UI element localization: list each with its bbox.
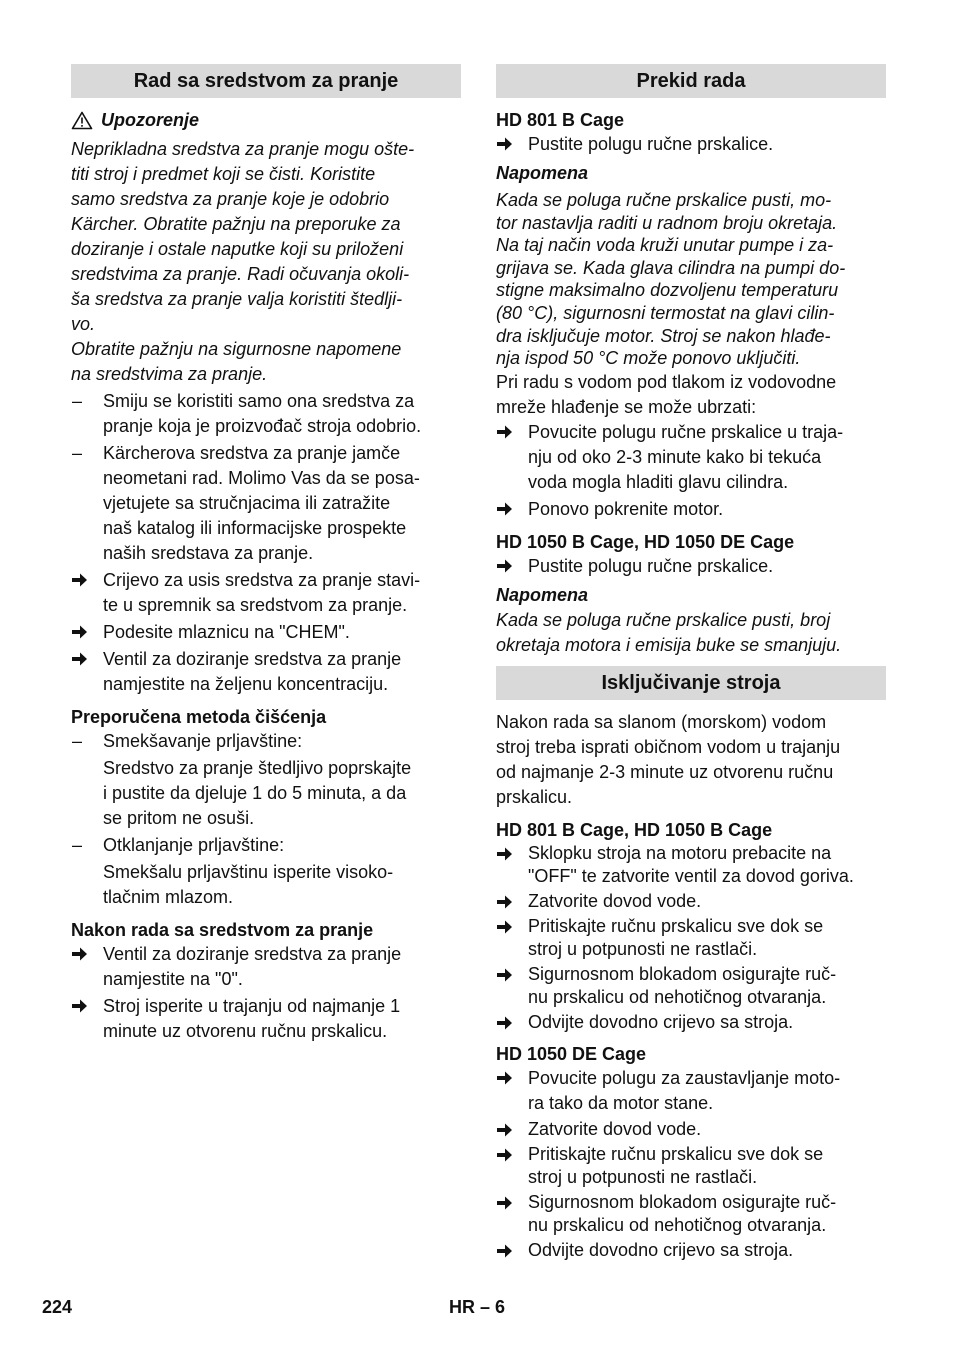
section-heading-washing-agent: Rad sa sredstvom za pranje (71, 64, 461, 98)
warning-text-2: Obratite pažnju na sigurnosne napomene na sredstvima za pranje. (71, 339, 402, 384)
note-label: Napomena (496, 584, 589, 605)
dash-marker: – (72, 443, 83, 463)
dash-marker: – (72, 391, 83, 411)
paragraph: Pri radu s vodom pod tlakom iz vodovodne mreže hlađenje se može ubrzati: (496, 371, 837, 417)
note-text: Kada se poluga ručne prskalice pusti, broj okretaja motora i emisija buke se smanjuju. (496, 609, 842, 655)
list-item: Ventil za doziranje sredstva za pranje namjestite na "0". (71, 942, 461, 992)
list-item: Zatvorite dovod vode. (496, 890, 886, 913)
arrow-right-icon (71, 942, 103, 962)
list-item: Podesite mlaznicu na "CHEM". (71, 620, 461, 645)
list-item: – Smiju se koristiti samo ona sredstva za pranje koja je proizvođač stroja odobrio. (72, 391, 422, 436)
list-item: Povucite polugu za zaustavljanje moto- ra tako da motor stane. (496, 1066, 886, 1116)
page-number: 224 (42, 1297, 73, 1317)
arrow-right-icon (71, 647, 103, 667)
list-item: Povucite polugu ručne prskalice u traja- nju od oko 2-3 minute kako bi tekuća voda mogla hladiti glavu cilindra. (496, 420, 886, 495)
warning-header (71, 108, 461, 133)
list-item: – Kärcherova sredstva za pranje jamče neometani rad. Molimo Vas da se posa- vjetujete sa stručnjacima ili zatražite naš katalog ili informacijske prospekte naših sredstava za pranje. (72, 443, 420, 563)
arrow-right-icon (496, 420, 528, 440)
subheading-hd1050: HD 1050 B Cage, HD 1050 DE Cage (496, 531, 795, 552)
paragraph: Nakon rada sa slanom (morskom) vodom stroj treba isprati običnom vodom u trajanju od najmanje 2-3 minute uz otvorenu ručnu prskalicu. (496, 711, 841, 807)
arrow-right-icon (496, 842, 528, 862)
warning-label: Upozorenje (101, 110, 200, 130)
subheading-hd1050de: HD 1050 DE Cage (496, 1043, 647, 1064)
list-item: Ventil za doziranje sredstva za pranje namjestite na željenu koncentraciju. (71, 647, 461, 697)
arrow-right-icon (496, 915, 528, 935)
list-item: Ponovo pokrenite motor. (496, 497, 886, 522)
list-item: Crijevo za usis sredstva za pranje stavi- te u spremnik sa sredstvom za pranje. (71, 568, 461, 618)
after-title: Nakon rada sa sredstvom za pranje (71, 920, 374, 940)
arrow-right-icon (496, 1011, 528, 1031)
list-item: Pustite polugu ručne prskalice. (496, 554, 886, 579)
arrow-right-icon (496, 132, 528, 152)
warning-triangle-icon (71, 111, 93, 130)
list-item: – Smekšavanje prljavštine: (71, 729, 461, 754)
method-text-2: Smekšalu prljavštinu isperite visoko- tlačnim mlazom. (103, 862, 394, 907)
list-item: Sklopku stroja na motoru prebacite na "OFF" te zatvorite ventil za dovod goriva. (496, 842, 886, 888)
list-item: Sigurnosnom blokadom osigurajte ruč- nu prskalicu od nehotičnog otvaranja. (496, 1191, 886, 1237)
list-item: Odvijte dovodno crijevo sa stroja. (496, 1239, 886, 1262)
list-item: – Otklanjanje prljavštine: (71, 833, 461, 858)
subheading-hd801-hd1050: HD 801 B Cage, HD 1050 B Cage (496, 819, 773, 840)
page-section-label: HR – 6 (449, 1297, 506, 1317)
note-label: Napomena (496, 163, 589, 183)
list-item: Pustite polugu ručne prskalice. (496, 132, 886, 157)
list-item: Pritiskajte ručnu prskalicu sve dok se stroj u potpunosti ne rastlači. (496, 915, 886, 961)
arrow-right-icon (496, 1239, 528, 1259)
method-title: Preporučena metoda čišćenja (71, 707, 327, 727)
arrow-right-icon (496, 890, 528, 910)
note-text: Kada se poluga ručne prskalice pusti, mo- tor nastavlja raditi u radnom broju okretaja. Na taj način voda kruži unutar pumpe i za- grijava se. Kada glava cilindra na pumpi do- stigne maksimalno dozvoljenu temperaturu (80 °C), sigurnosni termostat na glavi cilin- dra isključuje motor. Stroj se nakon hlađe- nja ispod 50 °C može ponovo uključiti. (496, 190, 846, 369)
arrow-right-icon (71, 994, 103, 1014)
arrow-right-icon (496, 497, 528, 517)
subheading-hd801: HD 801 B Cage (496, 110, 625, 130)
list-item: Zatvorite dovod vode. (496, 1118, 886, 1141)
section-heading-stop: Prekid rada (496, 64, 886, 98)
arrow-right-icon (496, 1143, 528, 1163)
list-item: Stroj isperite u trajanju od najmanje 1 minute uz otvorenu ručnu prskalicu. (71, 994, 461, 1044)
dash-marker: – (72, 731, 83, 751)
list-item: Odvijte dovodno crijevo sa stroja. (496, 1011, 886, 1034)
left-column (71, 64, 461, 1046)
arrow-right-icon (71, 620, 103, 640)
dash-marker: – (72, 835, 83, 855)
arrow-right-icon (496, 1118, 528, 1138)
arrow-right-icon (496, 554, 528, 574)
arrow-right-icon (71, 568, 103, 588)
warning-text: Neprikladna sredstva za pranje mogu ošte- titi stroj i predmet koji se čisti. Koristite samo sredstva za pranje koje je odobrio Kärcher. Obratite pažnju na preporuke za doziranje i ostale naputke koji su priloženi sredstvima za pranje. Radi očuvanja okoli- ša sredstva za pranje valja koristiti štedlji- vo. (71, 139, 415, 334)
method-text-1: Sredstvo za pranje štedljivo poprskajte i pustite da djeluje 1 do 5 minuta, a da se pritom ne osuši. (103, 758, 412, 828)
right-column (496, 64, 886, 1264)
list-item: Pritiskajte ručnu prskalicu sve dok se stroj u potpunosti ne rastlači. (496, 1143, 886, 1189)
arrow-right-icon (496, 1066, 528, 1086)
list-item: Sigurnosnom blokadom osigurajte ruč- nu prskalicu od nehotičnog otvaranja. (496, 963, 886, 1009)
section-heading-shutdown: Isključivanje stroja (496, 666, 886, 700)
arrow-right-icon (496, 1191, 528, 1211)
arrow-right-icon (496, 963, 528, 983)
